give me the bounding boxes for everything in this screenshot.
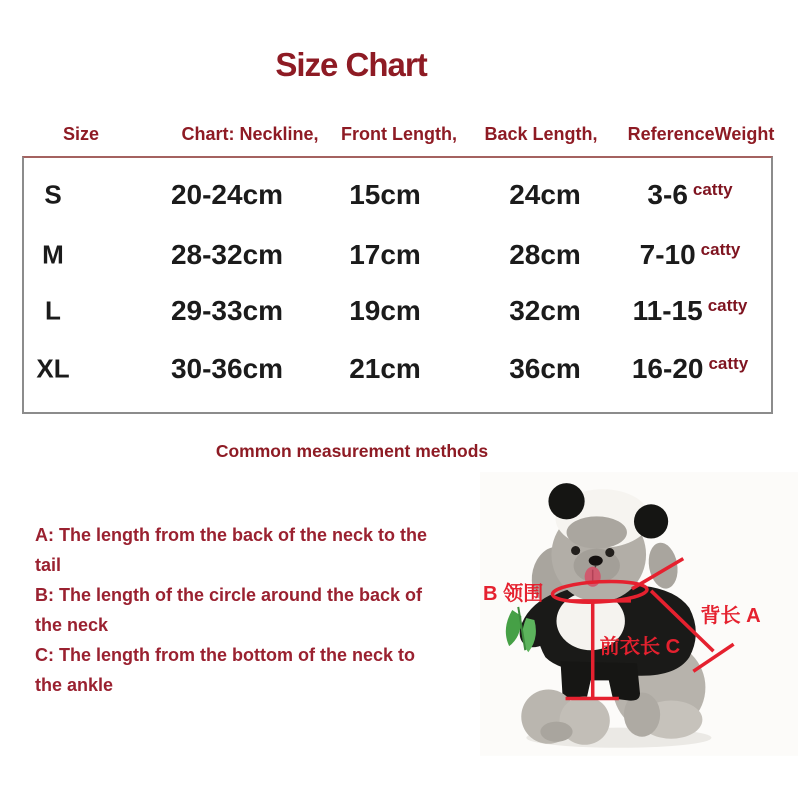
size-cell: L [45, 295, 61, 326]
dog-forelock [567, 516, 627, 548]
size-cell: S [44, 179, 62, 210]
note-b-line: the neck [35, 615, 109, 635]
front-length-cell: 15cm [349, 179, 421, 210]
weight-cell [633, 295, 748, 327]
weight-unit: catty [692, 180, 733, 199]
front-length-cell: 21cm [349, 353, 421, 384]
weight-cell [632, 353, 748, 385]
measurement-diagram [478, 468, 800, 770]
weight-value: 16-20 [631, 353, 704, 384]
front-length-cell: 17cm [349, 239, 421, 270]
note-c-line: the ankle [35, 675, 114, 695]
column-header-neckline: Chart: Neckline, [181, 124, 319, 144]
size-cell: XL [36, 353, 70, 384]
note-b-line: B: The length of the circle around the back of [35, 585, 423, 605]
neckline-cell: 29-33cm [170, 295, 284, 326]
back-length-cell: 24cm [509, 179, 581, 210]
size-table [22, 156, 773, 414]
back-length-cell: 32cm [509, 295, 581, 326]
weight-cell [647, 179, 732, 211]
column-header-back-length: Back Length, [484, 124, 598, 144]
column-header-size: Size [62, 124, 100, 144]
label-front-length: 前衣长 C [599, 636, 681, 659]
measurement-notes [35, 520, 427, 700]
neckline-cell: 30-36cm [170, 353, 284, 384]
weight-value: 7-10 [639, 239, 696, 270]
panda-ear-right [634, 504, 668, 538]
column-header-reference-weight: ReferenceWeight [627, 124, 775, 144]
weight-unit: catty [708, 354, 749, 373]
label-back-length: 背长 A [700, 605, 761, 628]
size-cell: M [42, 239, 64, 270]
neckline-cell: 20-24cm [170, 179, 284, 210]
column-header-front-length: Front Length, [341, 124, 457, 144]
note-a-line: tail [35, 555, 62, 575]
panda-ear-left [548, 483, 584, 519]
table-header-row [0, 121, 800, 147]
note-a-line: A: The length from the back of the neck to the [35, 525, 428, 545]
note-c-line: C: The length from the bottom of the neck to [35, 645, 415, 665]
weight-value: 11-15 [632, 295, 703, 326]
weight-unit: catty [707, 296, 748, 315]
front-length-cell: 19cm [349, 295, 421, 326]
weight-value: 3-6 [647, 179, 688, 210]
neckline-cell: 28-32cm [170, 239, 284, 270]
weight-unit: catty [700, 240, 741, 259]
weight-cell [640, 239, 741, 271]
back-length-cell: 28cm [509, 239, 581, 270]
page-title: Size Chart [275, 46, 427, 83]
back-length-cell: 36cm [509, 353, 581, 384]
section-subtitle: Common measurement methods [215, 441, 489, 461]
label-neck-circumference: B 领围 [483, 582, 544, 605]
